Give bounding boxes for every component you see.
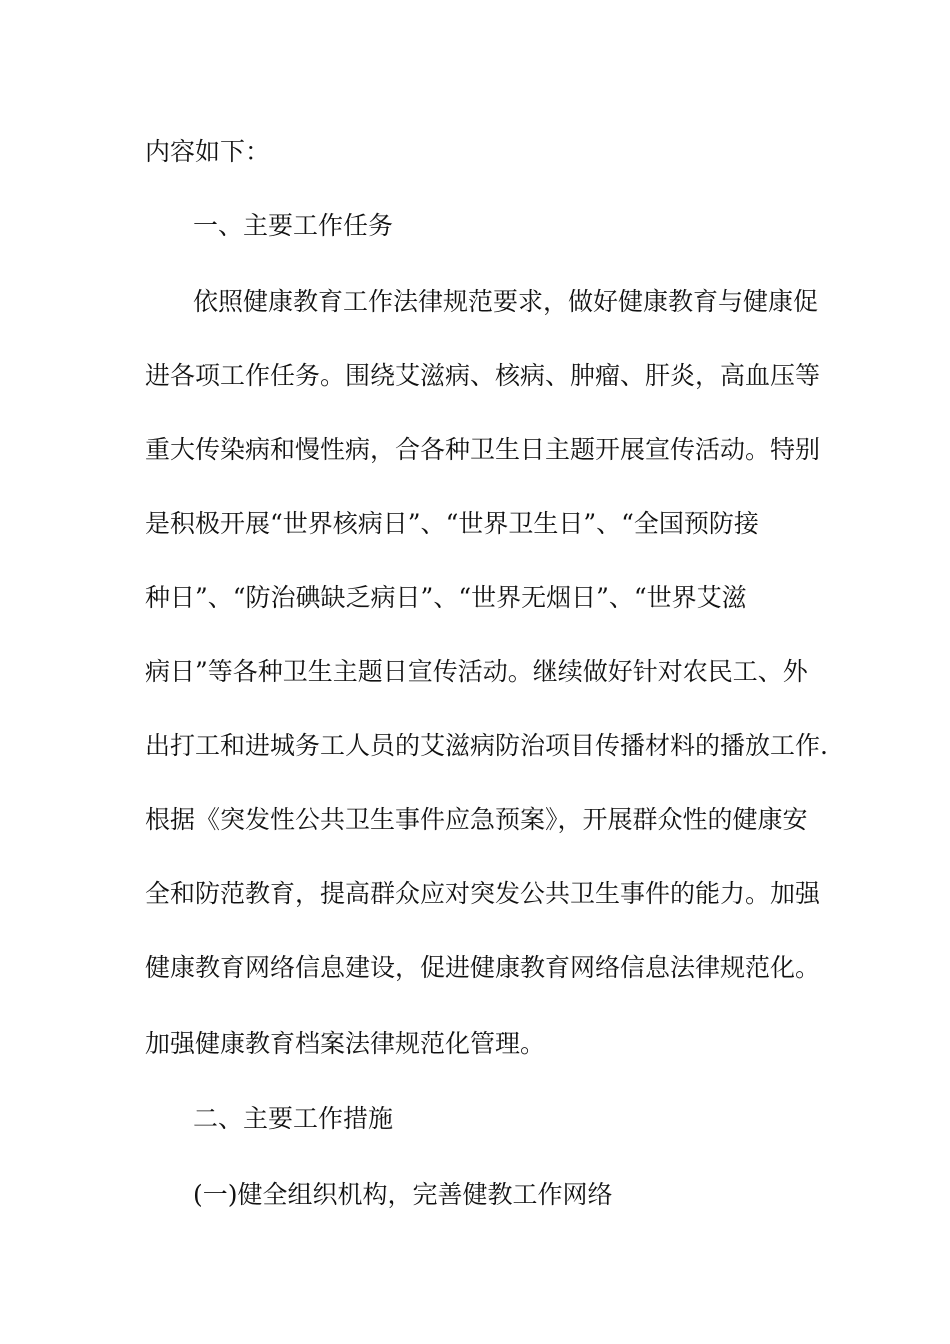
section-heading-1: 一、主要工作任务 [193, 211, 394, 240]
paragraph-line: 重大传染病和慢性病，合各种卫生日主题开展宣传活动。特别 [145, 435, 821, 464]
paragraph-line: 病日”等各种卫生主题日宣传活动。继续做好针对农民工、外 [145, 657, 808, 686]
paragraph-line: 依照健康教育工作法律规范要求，做好健康教育与健康促 [193, 287, 819, 316]
section-heading-2: 二、主要工作措施 [193, 1104, 394, 1133]
paragraph-line: 全和防范教育，提高群众应对突发公共卫生事件的能力。加强 [145, 879, 821, 908]
paragraph-line: 出打工和进城务工人员的艾滋病防治项目传播材料的播放工作. [145, 731, 828, 760]
paragraph-line: 种日”、“防治碘缺乏病日”、“世界无烟日”、“世界艾滋 [145, 583, 747, 612]
paragraph-line: 进各项工作任务。围绕艾滋病、核病、肿瘤、肝炎，高血压等 [145, 361, 821, 390]
paragraph-line: 加强健康教育档案法律规范化管理。 [145, 1029, 546, 1058]
subsection-heading: (一)健全组织机构，完善健教工作网络 [193, 1180, 613, 1209]
paragraph-line: 根据《突发性公共卫生事件应急预案》，开展群众性的健康安 [145, 805, 808, 834]
paragraph-line: 健康教育网络信息建设，促进健康教育网络信息法律规范化。 [145, 953, 821, 982]
paragraph-line: 是积极开展“世界核病日”、“世界卫生日”、“全国预防接 [145, 509, 759, 538]
intro-line: 内容如下： [145, 137, 271, 166]
